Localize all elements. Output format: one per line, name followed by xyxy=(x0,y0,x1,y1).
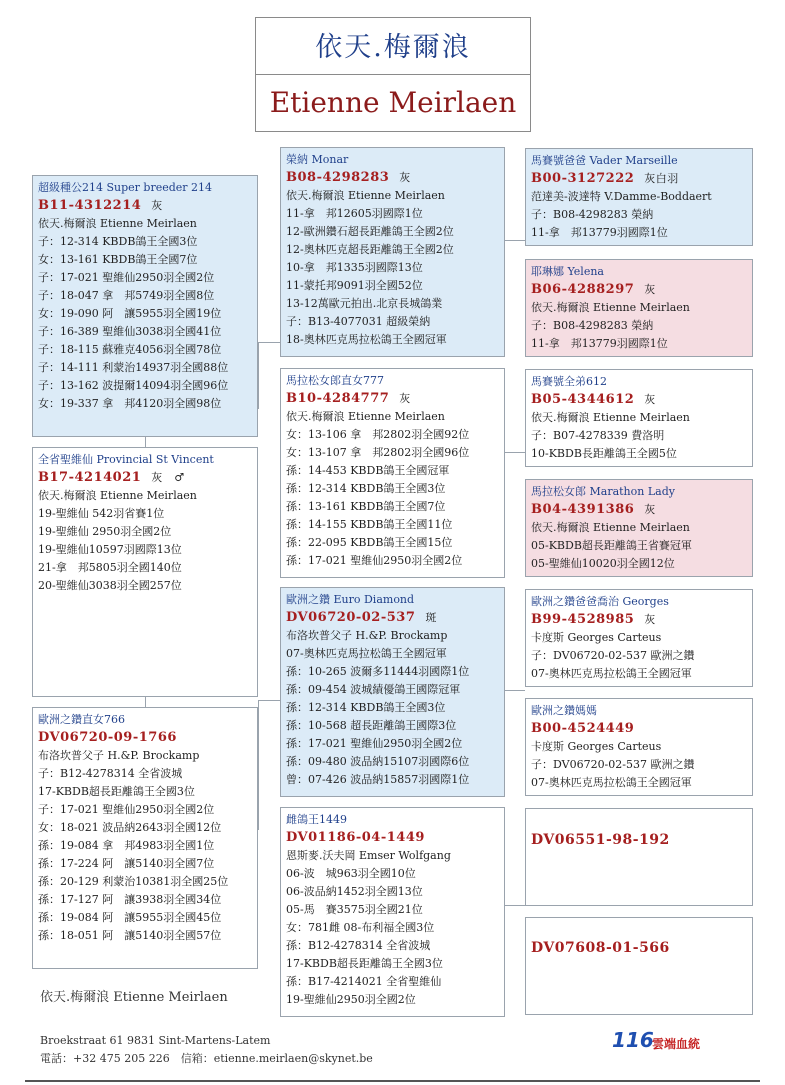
dd-line: 恩斯麥.沃夫岡 Emser Wolfgang xyxy=(286,849,451,862)
dam-line: 孫：20-129 利蒙治10381羽全國25位 xyxy=(38,875,229,888)
dss-line: 卡度斯 Georges Carteus xyxy=(531,631,662,644)
sds-line: 10-KBDB長距離鴿王全國5位 xyxy=(531,447,677,460)
dd-line: 06-波品納1452羽全國13位 xyxy=(286,885,423,898)
ss-line: 13-12萬歐元拍出.北京長城鴿業 xyxy=(286,297,443,310)
bird-line: 依天.梅爾浪 Etienne Meirlaen xyxy=(38,217,197,230)
pedigree-dam-sire xyxy=(280,587,505,797)
ss-line: 18-奧林匹克馬拉松鴿王全國冠軍 xyxy=(286,333,447,346)
ssd-line: 依天.梅爾浪 Etienne Meirlaen xyxy=(531,301,690,314)
dd-line: 女：781雌 08-布利福全國3位 xyxy=(286,921,435,934)
bird-line: 子：13-162 波提爾14094羽全國96位 xyxy=(38,379,229,392)
pedigree-ddd xyxy=(525,917,753,1015)
sd-color: 灰 xyxy=(399,392,411,405)
ss-name: 榮納 Monar xyxy=(286,153,349,166)
ssd-color: 灰 xyxy=(644,283,656,296)
dam-line: 孫：19-084 阿 讓5955羽全國45位 xyxy=(38,911,222,924)
sd-line: 孫：13-161 KBDB鴿王全國7位 xyxy=(286,500,446,513)
ssd-line: 11-拿 邦13779羽國際1位 xyxy=(531,337,668,350)
logo-number: 116 xyxy=(612,1028,654,1052)
sire-line: 19-聖維仙10597羽國際13位 xyxy=(38,543,182,556)
sdd-line: 05-KBDB超長距離鴿王省賽冠軍 xyxy=(531,539,692,552)
pedigree-dsd xyxy=(525,698,753,796)
sss-line: 范達美-波達特 V.Damme-Boddaert xyxy=(531,190,712,203)
dam-line: 孫：18-051 阿 讓5140羽全國57位 xyxy=(38,929,222,942)
bird-line: 女：19-337 拿 邦4120羽全國98位 xyxy=(38,397,222,410)
connector-line xyxy=(505,690,525,691)
sss-ring: B00-3127222 xyxy=(531,171,635,186)
dsd-ring: B00-4524449 xyxy=(531,721,635,736)
sd-line: 依天.梅爾浪 Etienne Meirlaen xyxy=(286,410,445,423)
ssd-ring: B06-4288297 xyxy=(531,282,635,297)
connector-line xyxy=(258,700,280,701)
ss-line: 依天.梅爾浪 Etienne Meirlaen xyxy=(286,189,445,202)
ds-color: 斑 xyxy=(425,611,437,624)
dd-name: 雌鴿王1449 xyxy=(286,813,347,826)
bird-line: 女：13-161 KBDB鴿王全國7位 xyxy=(38,253,198,266)
dam-line: 子：B12-4278314 全省波城 xyxy=(38,767,183,780)
sd-line: 孫：12-314 KBDB鴿王全國3位 xyxy=(286,482,446,495)
connector-line xyxy=(258,700,259,830)
dam-line: 孫：17-127 阿 讓3938羽全國34位 xyxy=(38,893,222,906)
dam-line: 孫：17-224 阿 讓5140羽全國7位 xyxy=(38,857,215,870)
connector-line xyxy=(505,240,525,241)
ss-line: 11-拿 邦12605羽國際1位 xyxy=(286,207,423,220)
ds-line: 孫：12-314 KBDB鴿王全國3位 xyxy=(286,701,446,714)
pedigree-dam-dam xyxy=(280,807,505,1017)
pedigree-sdd xyxy=(525,479,753,577)
ssd-line: 子：B08-4298283 榮納 xyxy=(531,319,654,332)
sire-line: 19-聖維仙 542羽省賽1位 xyxy=(38,507,165,520)
ds-line: 孫：10-265 波爾多11444羽國際1位 xyxy=(286,665,470,678)
sdd-line: 05-聖維仙10020羽全國12位 xyxy=(531,557,675,570)
sd-line: 孫：14-155 KBDB鴿王全國11位 xyxy=(286,518,453,531)
dss-name: 歐洲之鑽爸爸喬治 Georges xyxy=(531,595,669,608)
bird-line: 子：14-111 利蒙治14937羽全國88位 xyxy=(38,361,229,374)
dam-line: 17-KBDB超長距離鴿王全國3位 xyxy=(38,785,195,798)
ss-line: 子：B13-4077031 超級榮納 xyxy=(286,315,431,328)
dss-line: 07-奧林匹克馬拉松鴿王全國冠軍 xyxy=(531,667,692,680)
dam-line: 女：18-021 波品納2643羽全國12位 xyxy=(38,821,222,834)
ddd-ring: DV07608-01-566 xyxy=(531,940,670,956)
pedigree-sss xyxy=(525,148,753,246)
bird-color: 灰 xyxy=(151,199,163,212)
cloud-pedigree-logo xyxy=(612,1028,722,1056)
sd-line: 孫：14-453 KBDB鴿王全國冠軍 xyxy=(286,464,450,477)
bird-line: 女：19-090 阿 讓5955羽全國19位 xyxy=(38,307,222,320)
sire-line: 21-拿 邦5805羽全國140位 xyxy=(38,561,182,574)
dd-ring: DV01186-04-1449 xyxy=(286,830,425,845)
dds-ring: DV06551-98-192 xyxy=(531,832,670,848)
pedigree-sire xyxy=(32,447,258,697)
bird-ring: B11-4312214 xyxy=(38,198,142,213)
sdd-line: 依天.梅爾浪 Etienne Meirlaen xyxy=(531,521,690,534)
dsd-line: 卡度斯 Georges Carteus xyxy=(531,740,662,753)
sds-line: 子：B07-4278339 費洛明 xyxy=(531,429,665,442)
sd-line: 孫：22-095 KBDB鴿王全國15位 xyxy=(286,536,453,549)
dd-line: 孫：B12-4278314 全省波城 xyxy=(286,939,431,952)
pedigree-sds xyxy=(525,369,753,467)
dam-ring: DV06720-09-1766 xyxy=(38,730,177,745)
dss-color: 灰 xyxy=(644,613,656,626)
address-line: Broekstraat 61 9831 Sint-Martens-Latem xyxy=(40,1034,271,1047)
dam-name: 歐洲之鑽直女766 xyxy=(38,713,125,726)
sds-name: 馬賽號全弟612 xyxy=(531,375,607,388)
dsd-line: 子：DV06720-02-537 歐洲之鑽 xyxy=(531,758,695,771)
bird-name: 超級種公214 Super breeder 214 xyxy=(38,181,213,194)
pedigree-dds xyxy=(525,808,753,906)
contact-block xyxy=(40,1032,373,1068)
sds-color: 灰 xyxy=(644,393,656,406)
dd-line: 17-KBDB超長距離鴿王全國3位 xyxy=(286,957,443,970)
dsd-name: 歐洲之鑽媽媽 xyxy=(531,704,597,717)
connector-line xyxy=(258,342,259,409)
connector-line xyxy=(145,697,146,707)
ds-line: 曾：07-426 波品納15857羽國際1位 xyxy=(286,773,470,786)
dss-line: 子：DV06720-02-537 歐洲之鑽 xyxy=(531,649,695,662)
ds-line: 孫：10-568 超長距離鴿王國際3位 xyxy=(286,719,457,732)
dd-line: 05-馬 賽3575羽全國21位 xyxy=(286,903,423,916)
sd-ring: B10-4284777 xyxy=(286,391,390,406)
connector-line xyxy=(505,905,525,906)
pedigree-title-box xyxy=(255,17,531,132)
sss-name: 馬賽號爸爸 Vader Marseille xyxy=(531,154,678,167)
connector-line xyxy=(258,342,280,343)
bird-line: 子：12-314 KBDB鴿王全國3位 xyxy=(38,235,198,248)
sds-line: 依天.梅爾浪 Etienne Meirlaen xyxy=(531,411,690,424)
sire-line: 19-聖維仙 2950羽全國2位 xyxy=(38,525,172,538)
pedigree-sire-dam xyxy=(280,368,505,578)
sd-line: 女：13-107 拿 邦2802羽全國96位 xyxy=(286,446,470,459)
ds-line: 07-奧林匹克馬拉松鴿王全國冠軍 xyxy=(286,647,447,660)
ss-line: 12-歐洲鑽石超長距離鴿王全國2位 xyxy=(286,225,454,238)
bird-line: 子：16-389 聖維仙3038羽全國41位 xyxy=(38,325,222,338)
title-english: Etienne Meirlaen xyxy=(269,86,517,119)
pedigree-sire-sire xyxy=(280,147,505,357)
sire-line: 20-聖維仙3038羽全國257位 xyxy=(38,579,182,592)
sdd-name: 馬拉松女郎 Marathon Lady xyxy=(531,485,675,498)
pedigree-dss xyxy=(525,589,753,687)
dam-line: 子：17-021 聖維仙2950羽全國2位 xyxy=(38,803,215,816)
sd-line: 女：13-106 拿 邦2802羽全國92位 xyxy=(286,428,470,441)
sds-ring: B05-4344612 xyxy=(531,392,635,407)
ss-line: 11-蒙托邦9091羽全國52位 xyxy=(286,279,423,292)
bird-line: 子：18-047 拿 邦5749羽全國8位 xyxy=(38,289,215,302)
title-chinese: 依天.梅爾浪 xyxy=(256,18,530,75)
sdd-color: 灰 xyxy=(644,503,656,516)
ds-line: 布洛坎普父子 H.&P. Brockamp xyxy=(286,629,448,642)
bird-line: 子：18-115 蘇雅克4056羽全國78位 xyxy=(38,343,222,356)
ss-ring: B08-4298283 xyxy=(286,170,390,185)
sire-ring: B17-4214021 xyxy=(38,470,142,485)
pedigree-dam xyxy=(32,707,258,969)
connector-line xyxy=(505,452,525,453)
ds-name: 歐洲之鑽 Euro Diamond xyxy=(286,593,415,606)
dd-line: 19-聖維仙2950羽全國2位 xyxy=(286,993,416,1006)
sire-line: 依天.梅爾浪 Etienne Meirlaen xyxy=(38,489,197,502)
sire-name: 全省聖維仙 Provincial St Vincent xyxy=(38,453,214,466)
pedigree-ssd xyxy=(525,259,753,357)
dam-line: 布洛坎普父子 H.&P. Brockamp xyxy=(38,749,200,762)
ss-color: 灰 xyxy=(399,171,411,184)
sss-line: 11-拿 邦13779羽國際1位 xyxy=(531,226,668,239)
ds-line: 孫：09-480 波品納15107羽國際6位 xyxy=(286,755,470,768)
logo-text: 雲端血統 xyxy=(652,1037,701,1051)
dd-line: 06-波 城963羽全國10位 xyxy=(286,867,416,880)
bird-line: 子：17-021 聖維仙2950羽全國2位 xyxy=(38,271,215,284)
ss-line: 12-奧林匹克超長距離鴿王全國2位 xyxy=(286,243,454,256)
sire-color: 灰 ♂ xyxy=(151,471,185,484)
dam-line: 孫：19-084 拿 邦4983羽全國1位 xyxy=(38,839,215,852)
ds-line: 孫：09-454 波城績優鴿王國際冠軍 xyxy=(286,683,461,696)
dss-ring: B99-4528985 xyxy=(531,612,635,627)
footer-divider xyxy=(25,1080,760,1082)
sss-line: 子：B08-4298283 榮納 xyxy=(531,208,654,221)
ds-line: 孫：17-021 聖維仙2950羽全國2位 xyxy=(286,737,463,750)
sd-name: 馬拉松女郎直女777 xyxy=(286,374,384,387)
pedigree-bird xyxy=(32,175,258,437)
sss-color: 灰白羽 xyxy=(644,172,679,185)
contact-line: 電話：+32 475 205 226 信箱：etienne.meirlaen@skynet.be xyxy=(40,1052,373,1065)
ss-line: 10-拿 邦1335羽國際13位 xyxy=(286,261,423,274)
owner-name: 依天.梅爾浪 Etienne Meirlaen xyxy=(40,990,228,1005)
sdd-ring: B04-4391386 xyxy=(531,502,635,517)
ssd-name: 耶琳娜 Yelena xyxy=(531,265,604,278)
ds-ring: DV06720-02-537 xyxy=(286,610,416,625)
dd-line: 孫：B17-4214021 全省聖維仙 xyxy=(286,975,442,988)
dsd-line: 07-奧林匹克馬拉松鴿王全國冠軍 xyxy=(531,776,692,789)
sd-line: 孫：17-021 聖維仙2950羽全國2位 xyxy=(286,554,463,567)
connector-line xyxy=(145,437,146,447)
